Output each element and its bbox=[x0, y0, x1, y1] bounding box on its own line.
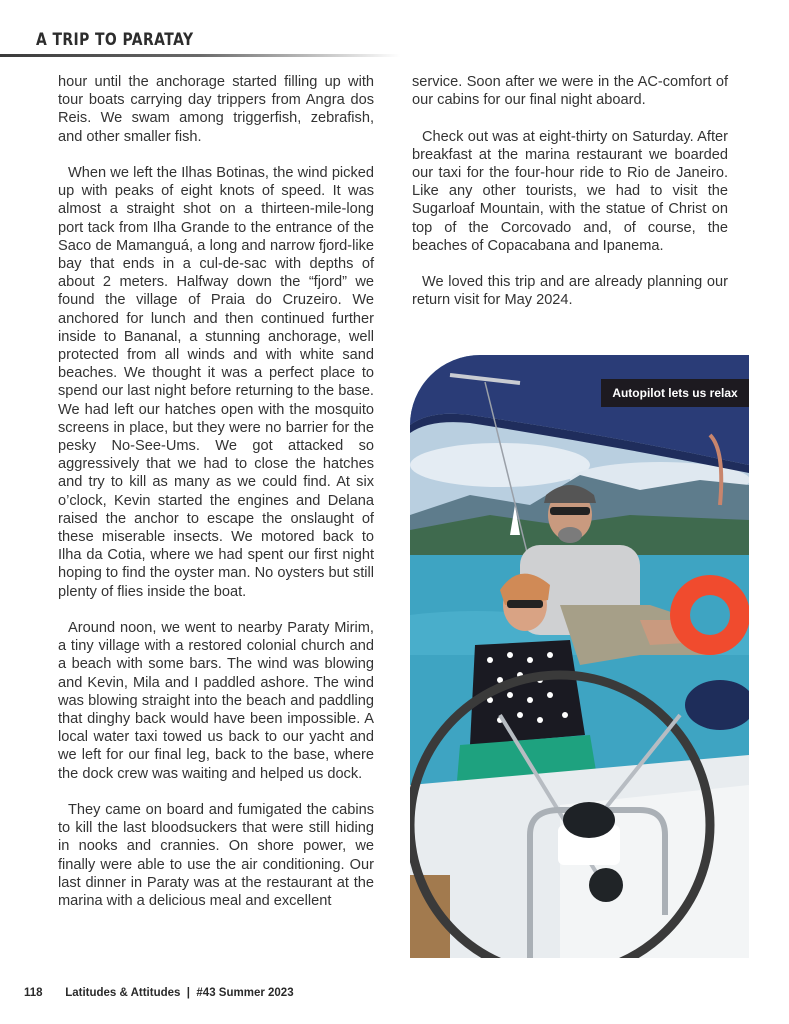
page-number: 118 bbox=[24, 987, 43, 999]
section-title: A TRIP TO PARATAY bbox=[36, 30, 194, 50]
photo-illustration bbox=[410, 355, 749, 958]
photo-caption: Autopilot lets us relax bbox=[601, 379, 749, 407]
paragraph: We loved this trip and are already planning our return visit for May 2024. bbox=[412, 274, 728, 309]
publication-info: Latitudes & Attitudes | #43 Summer 2023 bbox=[65, 987, 294, 999]
article-column-right bbox=[412, 73, 728, 328]
sailing-photo bbox=[410, 355, 749, 958]
article-column-left bbox=[58, 73, 374, 928]
paragraph: Check out was at eight-thirty on Saturday. After breakfast at the marina restaurant we boarded our taxi for the four-hour ride to Rio de Janeiro. Like any other tourists, we had to visit the Sugarloaf Mountain, with the statue of Christ on top of the Corcovado and, of course, the beaches of Copacabana and Ipanema. bbox=[412, 128, 728, 254]
paragraph: service. Soon after we were in the AC-comfort of our cabins for our final night aboard. bbox=[412, 74, 728, 109]
paragraph: They came on board and fumigated the cabins to kill the last bloodsuckers that were still hiding in nooks and crannies. On shore power, we finally were able to use the air conditioning. Our last dinner in Paraty was at the restaurant at the marina with a delicious meal and excellent bbox=[58, 802, 374, 910]
paragraph: When we left the Ilhas Botinas, the wind picked up with peaks of eight knots of speed. It was almost a straight shot on a thirteen-mile-long port tack from Ilha Grande to the entrance of the Saco de Mamanguá, a long and narrow fjord-like bay that ends in a cul-de-sac with depths of about 2 meters. Halfway down the “fjord” we found the village of Praia do Cruzeiro. We anchored for lunch and then continued further inside to Bananal, a stunning anchorage, well protected from all winds and with white sand beaches. We thought it was a perfect place to spend our last night before returning to the base. We had left our hatches open with the mosquito screens in place, but they were no barrier for the pesky No-See-Ums. We got attacked so aggressively that we had to close the hatches and try to kill as many as we could find. At six o’clock, Kevin started the engines and Delana raised the anchor to escape the onslaught of these miserable insects. We motored back to Ilha da Cotia, where we had spent our first night hoping to find the oyster man. No oysters but still plenty of flies inside the boat. bbox=[58, 165, 374, 600]
header-divider bbox=[0, 54, 400, 57]
paragraph: hour until the anchorage started filling up with tour boats carrying day trippers from Angra dos Reis. We swam among triggerfish, zebrafish, and other smaller fish. bbox=[58, 74, 374, 145]
paragraph: Around noon, we went to nearby Paraty Mirim, a tiny village with a restored colonial church and a beach with some bars. The wind was blowing and Kevin, Mila and I paddled ashore. The wind was blowing straight into the beach and paddling that dinghy back would have been impossible. A local water taxi towed us back to our yacht and we left for our final leg, back to the base, where the dock crew was waiting and helped us dock. bbox=[58, 620, 374, 782]
page-footer bbox=[24, 987, 294, 999]
